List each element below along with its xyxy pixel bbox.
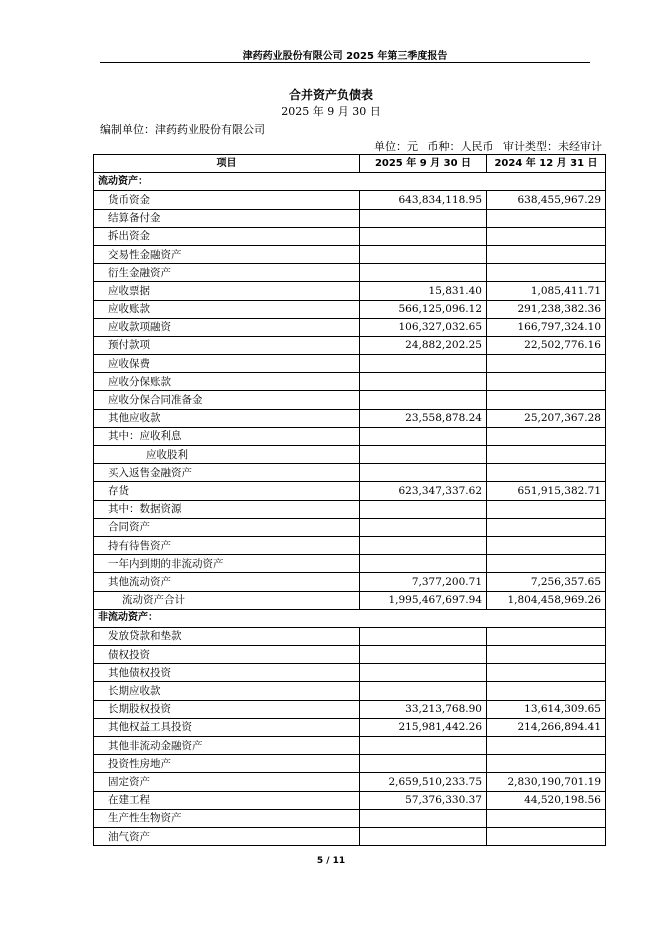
value-2025 <box>360 500 487 518</box>
row-label: 结算备付金 <box>94 209 360 227</box>
value-2024 <box>487 464 606 482</box>
row-label: 其他非流动金融资产 <box>94 737 360 755</box>
value-2024 <box>487 682 606 700</box>
table-row <box>94 245 606 263</box>
value-2025: 566,125,096.12 <box>360 300 487 318</box>
value-2024 <box>487 664 606 682</box>
value-2024 <box>487 646 606 664</box>
row-label: 交易性金融资产 <box>94 245 360 263</box>
table-row <box>94 664 606 682</box>
value-2024 <box>487 809 606 827</box>
table-row <box>94 464 606 482</box>
row-label: 长期应收款 <box>94 682 360 700</box>
value-2025: 2,659,510,233.75 <box>360 773 487 791</box>
row-label: 买入返售金融资产 <box>94 464 360 482</box>
row-label: 其中：应收利息 <box>94 427 360 445</box>
value-2024: 291,238,382.36 <box>487 300 606 318</box>
row-label: 预付款项 <box>94 336 360 354</box>
row-label: 应收账款 <box>94 300 360 318</box>
table-row <box>94 409 606 427</box>
value-2024: 166,797,324.10 <box>487 318 606 336</box>
table-row <box>94 227 606 245</box>
table-row <box>94 682 606 700</box>
value-2025 <box>360 682 487 700</box>
value-2024: 1,804,458,969.26 <box>487 591 606 609</box>
column-header-2024: 2024 年 12 月 31 日 <box>487 155 606 173</box>
row-label: 其他权益工具投资 <box>94 718 360 736</box>
value-2025 <box>360 646 487 664</box>
value-2024 <box>487 227 606 245</box>
table-row <box>94 646 606 664</box>
value-2025 <box>360 518 487 536</box>
table-row <box>94 427 606 445</box>
row-label: 一年内到期的非流动资产 <box>94 555 360 573</box>
table-row <box>94 555 606 573</box>
value-2025 <box>360 227 487 245</box>
table-row <box>94 737 606 755</box>
value-2025 <box>360 245 487 263</box>
balance-sheet-table <box>93 154 606 846</box>
value-2025 <box>360 373 487 391</box>
row-label: 流动资产合计 <box>94 591 360 609</box>
row-label: 应收款项融资 <box>94 318 360 336</box>
value-2025 <box>360 391 487 409</box>
row-label: 投资性房地产 <box>94 755 360 773</box>
row-label: 合同资产 <box>94 518 360 536</box>
value-2024 <box>487 536 606 554</box>
table-row <box>94 755 606 773</box>
table-row <box>94 773 606 791</box>
table-row <box>94 336 606 354</box>
section-fill-cell <box>487 609 606 627</box>
column-header-2025: 2025 年 9 月 30 日 <box>360 155 487 173</box>
row-label: 衍生金融资产 <box>94 264 360 282</box>
section-row <box>94 173 606 191</box>
value-2024 <box>487 737 606 755</box>
value-2025 <box>360 555 487 573</box>
value-2024 <box>487 827 606 845</box>
value-2024 <box>487 391 606 409</box>
table-row <box>94 573 606 591</box>
row-label: 债权投资 <box>94 646 360 664</box>
value-2025: 33,213,768.90 <box>360 700 487 718</box>
value-2025: 23,558,878.24 <box>360 409 487 427</box>
row-label: 其中：数据资源 <box>94 500 360 518</box>
value-2025 <box>360 755 487 773</box>
table-row <box>94 355 606 373</box>
value-2025 <box>360 264 487 282</box>
table-row <box>94 282 606 300</box>
statement-title: 合并资产负债表 <box>288 88 373 102</box>
value-2024 <box>487 518 606 536</box>
value-2025: 57,376,330.37 <box>360 791 487 809</box>
value-2025: 215,981,442.26 <box>360 718 487 736</box>
value-2025 <box>360 209 487 227</box>
table-header-row <box>94 155 606 173</box>
row-label: 拆出资金 <box>94 227 360 245</box>
section-fill-cell <box>360 173 487 191</box>
value-2024 <box>487 555 606 573</box>
table-row <box>94 300 606 318</box>
row-label: 存货 <box>94 482 360 500</box>
value-2024: 638,455,967.29 <box>487 191 606 209</box>
value-2024: 2,830,190,701.19 <box>487 773 606 791</box>
row-label: 应收保费 <box>94 355 360 373</box>
report-header: 津药药业股份有限公司 2025 年第三季度报告 <box>242 51 448 62</box>
value-2025 <box>360 355 487 373</box>
table-row <box>94 627 606 645</box>
value-2024: 7,256,357.65 <box>487 573 606 591</box>
section-fill-cell <box>487 173 606 191</box>
value-2025 <box>360 627 487 645</box>
section-row <box>94 609 606 627</box>
table-row <box>94 373 606 391</box>
value-2024 <box>487 373 606 391</box>
value-2024: 22,502,776.16 <box>487 336 606 354</box>
value-2025 <box>360 446 487 464</box>
statement-date: 2025 年 9 月 30 日 <box>281 105 381 118</box>
row-label: 在建工程 <box>94 791 360 809</box>
value-2024 <box>487 755 606 773</box>
row-label: 其他流动资产 <box>94 573 360 591</box>
value-2024 <box>487 427 606 445</box>
table-row <box>94 591 606 609</box>
value-2025: 643,834,118.95 <box>360 191 487 209</box>
column-header-item: 项目 <box>94 155 360 173</box>
row-label: 长期股权投资 <box>94 700 360 718</box>
table-row <box>94 809 606 827</box>
row-label: 应收股利 <box>94 446 360 464</box>
preparing-company: 编制单位：津药药业股份有限公司 <box>100 123 265 136</box>
value-2025 <box>360 737 487 755</box>
table-row <box>94 191 606 209</box>
value-2024 <box>487 209 606 227</box>
row-label: 其他债权投资 <box>94 664 360 682</box>
value-2024 <box>487 446 606 464</box>
value-2025: 106,327,032.65 <box>360 318 487 336</box>
row-label: 固定资产 <box>94 773 360 791</box>
value-2025: 623,347,337.62 <box>360 482 487 500</box>
row-label: 油气资产 <box>94 827 360 845</box>
value-2025 <box>360 536 487 554</box>
value-2025 <box>360 427 487 445</box>
table-row <box>94 718 606 736</box>
value-2024: 1,085,411.71 <box>487 282 606 300</box>
row-label: 应收分保合同准备金 <box>94 391 360 409</box>
value-2024: 25,207,367.28 <box>487 409 606 427</box>
row-label: 应收票据 <box>94 282 360 300</box>
value-2024: 44,520,198.56 <box>487 791 606 809</box>
units-line: 单位：元 币种：人民币 审计类型：未经审计 <box>374 140 602 153</box>
value-2025: 1,995,467,697.94 <box>360 591 487 609</box>
table-row <box>94 518 606 536</box>
table-row <box>94 446 606 464</box>
value-2024 <box>487 264 606 282</box>
value-2025 <box>360 809 487 827</box>
value-2024: 214,266,894.41 <box>487 718 606 736</box>
value-2024 <box>487 627 606 645</box>
value-2024 <box>487 500 606 518</box>
value-2025: 24,882,202.25 <box>360 336 487 354</box>
row-label: 生产性生物资产 <box>94 809 360 827</box>
table-row <box>94 500 606 518</box>
page-number: 5 / 11 <box>316 856 346 866</box>
section-label: 非流动资产： <box>94 609 360 627</box>
value-2024 <box>487 245 606 263</box>
section-fill-cell <box>360 609 487 627</box>
table-row <box>94 209 606 227</box>
value-2024: 651,915,382.71 <box>487 482 606 500</box>
row-label: 货币资金 <box>94 191 360 209</box>
table-row <box>94 264 606 282</box>
value-2025: 15,831.40 <box>360 282 487 300</box>
table-body <box>94 173 606 846</box>
table-row <box>94 791 606 809</box>
value-2025 <box>360 827 487 845</box>
value-2024 <box>487 355 606 373</box>
value-2025: 7,377,200.71 <box>360 573 487 591</box>
row-label: 持有待售资产 <box>94 536 360 554</box>
table-row <box>94 391 606 409</box>
table-row <box>94 318 606 336</box>
table-row <box>94 700 606 718</box>
row-label: 其他应收款 <box>94 409 360 427</box>
table-row <box>94 536 606 554</box>
table-row <box>94 482 606 500</box>
table-row <box>94 827 606 845</box>
value-2024: 13,614,309.65 <box>487 700 606 718</box>
value-2025 <box>360 664 487 682</box>
section-label: 流动资产： <box>94 173 360 191</box>
header-rule <box>100 62 590 63</box>
row-label: 发放贷款和垫款 <box>94 627 360 645</box>
value-2025 <box>360 464 487 482</box>
row-label: 应收分保账款 <box>94 373 360 391</box>
